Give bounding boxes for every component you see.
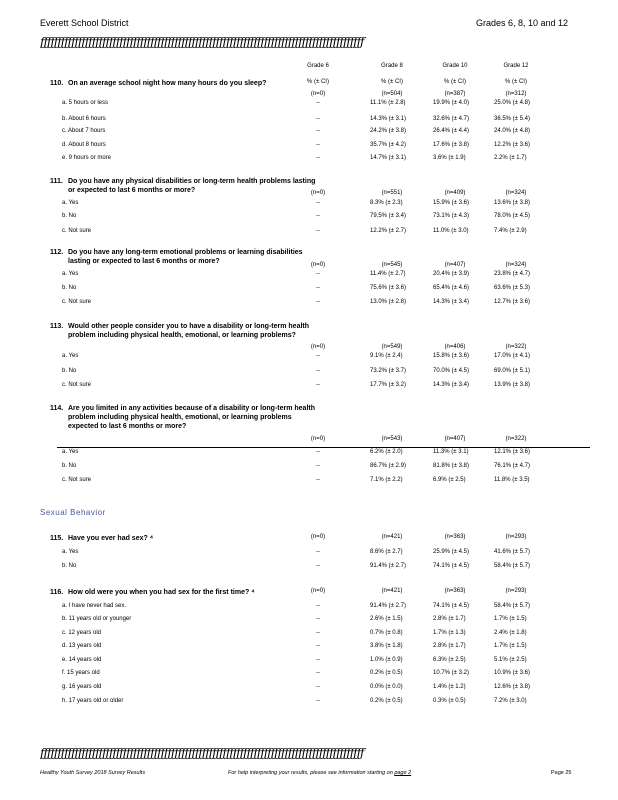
result-cell: -- [316,643,320,649]
result-cell: 58.4% (± 5.7) [494,603,530,609]
column-header: Grade 8 [381,63,403,69]
answer-option: g. 16 years old [62,684,102,690]
answer-option: f. 15 years old [62,670,100,676]
footer-page-link[interactable]: page 2 [394,770,412,776]
answer-option: d. 13 years old [62,643,102,649]
result-cell: 65.4% (± 4.6) [433,285,469,291]
result-cell: -- [316,449,320,455]
answer-option: b. No [62,285,77,291]
result-cell: -- [316,142,320,148]
sample-size: (n=324) [505,190,527,196]
result-cell: 19.9% (± 4.0) [433,100,469,106]
result-cell: -- [316,155,320,161]
result-cell: 5.1% (± 2.5) [494,657,527,663]
sample-size: (n=504) [381,91,403,97]
answer-option: c. Not sure [62,299,92,305]
sample-size: (n=0) [310,91,326,97]
result-cell: 41.6% (± 5.7) [494,549,530,555]
result-cell: 13.9% (± 3.8) [494,382,530,388]
result-cell: 11.0% (± 3.0) [433,228,469,234]
result-cell: -- [316,368,320,374]
result-cell: 73.1% (± 4.3) [433,213,469,219]
result-cell: 23.8% (± 4.7) [494,271,530,277]
result-cell: 15.8% (± 3.6) [433,353,469,359]
result-cell: 69.0% (± 5.1) [494,368,530,374]
question-text: Do you have any long-term emotional problems or learning disabilities lasting or expected to last 6 months or more? [68,249,303,265]
answer-option: c. Not sure [62,228,92,234]
sample-size: (n=324) [505,262,527,268]
header-rule: ƒƒƒƒƒƒƒƒƒƒƒƒƒƒƒƒƒƒƒƒƒƒƒƒƒƒƒƒƒƒƒƒƒƒƒƒƒƒƒƒƒƒƒƒƒƒƒƒƒƒƒƒƒƒƒƒƒƒƒƒƒƒƒƒƒƒƒƒƒƒƒƒƒƒƒƒƒƒƒƒƒƒƒƒƒƒƒƒƒƒƒƒƒƒ [40,35,364,49]
answer-option: e. 14 years old [62,657,102,663]
result-cell: 2.8% (± 1.7) [433,643,466,649]
result-cell: -- [316,353,320,359]
footer-rule: ƒƒƒƒƒƒƒƒƒƒƒƒƒƒƒƒƒƒƒƒƒƒƒƒƒƒƒƒƒƒƒƒƒƒƒƒƒƒƒƒƒƒƒƒƒƒƒƒƒƒƒƒƒƒƒƒƒƒƒƒƒƒƒƒƒƒƒƒƒƒƒƒƒƒƒƒƒƒƒƒƒƒƒƒƒƒƒƒƒƒƒƒƒƒ [40,746,364,760]
sample-size: (n=545) [381,262,403,268]
result-cell: -- [316,271,320,277]
result-cell: 14.3% (± 3.4) [433,382,469,388]
answer-option: a. Yes [62,200,79,206]
question-text: Are you limited in any activities because of a disability or long-term health problem including physical health, emotional, or learning problems expected to last 6 months or more? [68,405,316,430]
answer-option: b. 11 years old or younger [62,616,132,622]
question-number: 112. [50,249,64,256]
sample-size: (n=406) [444,344,466,350]
result-cell: 7.2% (± 3.0) [494,698,527,704]
result-cell: -- [316,616,320,622]
result-cell: 17.0% (± 4.1) [494,353,530,359]
result-cell: 17.6% (± 3.8) [433,142,469,148]
result-cell: -- [316,563,320,569]
result-cell: 91.4% (± 2.7) [370,563,406,569]
result-cell: 76.1% (± 4.7) [494,463,530,469]
column-pct-label: % (± CI) [505,79,527,85]
result-cell: -- [316,670,320,676]
sample-size: (n=312) [505,91,527,97]
answer-option: d. About 8 hours [62,142,106,148]
result-cell: 14.3% (± 3.1) [370,116,406,122]
result-cell: -- [316,299,320,305]
column-header: Grade 10 [442,63,468,69]
sample-size: (n=421) [381,534,403,540]
result-cell: 9.1% (± 2.4) [370,353,403,359]
question-divider [57,447,590,448]
sample-size: (n=543) [381,436,403,442]
result-cell: 73.2% (± 3.7) [370,368,406,374]
result-cell: 11.4% (± 2.7) [370,271,406,277]
sample-size: (n=0) [310,588,326,594]
footer-page-number: Page 25 [551,770,572,776]
sample-size: (n=407) [444,436,466,442]
result-cell: 78.0% (± 4.5) [494,213,530,219]
column-header: Grade 6 [307,63,329,69]
result-cell: 26.4% (± 4.4) [433,128,469,134]
result-cell: 7.1% (± 2.2) [370,477,403,483]
result-cell: -- [316,228,320,234]
result-cell: -- [316,200,320,206]
result-cell: 2.4% (± 1.8) [494,630,527,636]
sample-size: (n=421) [381,588,403,594]
result-cell: 2.6% (± 1.5) [370,616,403,622]
result-cell: 12.6% (± 3.8) [494,684,530,690]
question-number: 114. [50,405,64,412]
sample-size: (n=363) [444,534,466,540]
answer-option: b. About 6 hours [62,116,106,122]
sample-size: (n=409) [444,190,466,196]
footer-help-label: For help interpreting your results, please see information starting on [228,770,393,776]
result-cell: -- [316,128,320,134]
result-cell: 6.2% (± 2.0) [370,449,403,455]
result-cell: 6.3% (± 2.5) [433,657,466,663]
result-cell: -- [316,684,320,690]
sample-size: (n=387) [444,91,466,97]
result-cell: -- [316,657,320,663]
question-text: On an average school night how many hours do you sleep? [68,80,267,87]
result-cell: 3.8% (± 1.8) [370,643,403,649]
result-cell: -- [316,477,320,483]
sample-size: (n=0) [310,344,326,350]
question-text: Do you have any physical disabilities or long-term health problems lasting or expected to last 6 months or more? [68,178,316,194]
result-cell: 10.9% (± 3.6) [494,670,530,676]
result-cell: 0.2% (± 0.5) [370,698,403,704]
answer-option: a. Yes [62,449,79,455]
column-header: Grade 12 [503,63,529,69]
answer-option: b. No [62,368,77,374]
result-cell: 7.4% (± 2.9) [494,228,527,234]
result-cell: 74.1% (± 4.5) [433,603,469,609]
answer-option: b. No [62,563,77,569]
answer-option: a. Yes [62,353,79,359]
result-cell: 63.6% (± 5.3) [494,285,530,291]
result-cell: 70.0% (± 4.5) [433,368,469,374]
result-cell: 11.8% (± 3.5) [494,477,530,483]
result-cell: 24.0% (± 4.8) [494,128,530,134]
result-cell: -- [316,213,320,219]
column-pct-label: % (± CI) [381,79,403,85]
result-cell: -- [316,549,320,555]
result-cell: -- [316,100,320,106]
answer-option: h. 17 years old or older [62,698,124,704]
district-name: Everett School District [40,18,129,28]
result-cell: 8.3% (± 2.3) [370,200,403,206]
result-cell: 35.7% (± 4.2) [370,142,406,148]
result-cell: 36.5% (± 5.4) [494,116,530,122]
result-cell: 12.2% (± 2.7) [370,228,406,234]
column-pct-label: % (± CI) [307,79,329,85]
answer-option: b. No [62,213,77,219]
result-cell: 12.2% (± 3.6) [494,142,530,148]
result-cell: 32.6% (± 4.7) [433,116,469,122]
result-cell: 8.6% (± 2.7) [370,549,403,555]
sample-size: (n=322) [505,344,527,350]
result-cell: 14.3% (± 3.4) [433,299,469,305]
result-cell: -- [316,116,320,122]
sample-size: (n=293) [505,588,527,594]
result-cell: 2.2% (± 1.7) [494,155,527,161]
result-cell: -- [316,463,320,469]
result-cell: 20.4% (± 3.9) [433,271,469,277]
result-cell: 1.0% (± 0.9) [370,657,403,663]
result-cell: 3.6% (± 1.9) [433,155,466,161]
result-cell: 79.5% (± 3.4) [370,213,406,219]
result-cell: 81.8% (± 3.8) [433,463,469,469]
sample-size: (n=322) [505,436,527,442]
result-cell: 12.1% (± 3.6) [494,449,530,455]
result-cell: 25.0% (± 4.8) [494,100,530,106]
result-cell: -- [316,382,320,388]
answer-option: a. 5 hours or less [62,100,109,106]
result-cell: 1.7% (± 1.5) [494,643,527,649]
result-cell: -- [316,698,320,704]
result-cell: 1.7% (± 1.3) [433,630,466,636]
result-cell: 86.7% (± 2.9) [370,463,406,469]
answer-option: c. Not sure [62,477,92,483]
result-cell: 13.0% (± 2.8) [370,299,406,305]
answer-option: c. About 7 hours [62,128,106,134]
question-number: 116. [50,589,64,596]
question-number: 115. [50,535,64,542]
result-cell: 25.9% (± 4.5) [433,549,469,555]
result-cell: 11.3% (± 3.1) [433,449,469,455]
footer-survey-title: Healthy Youth Survey 2018 Survey Results [40,770,146,776]
answer-option: b. No [62,463,77,469]
question-number: 110. [50,80,64,87]
answer-option: c. 12 years old [62,630,102,636]
result-cell: -- [316,603,320,609]
result-cell: 11.1% (± 2.8) [370,100,406,106]
result-cell: -- [316,285,320,291]
question-text: How old were you when you had sex for the first time? ⁴ [68,589,255,596]
result-cell: 75.6% (± 3.6) [370,285,406,291]
result-cell: -- [316,630,320,636]
sample-size: (n=293) [505,534,527,540]
result-cell: 13.6% (± 3.8) [494,200,530,206]
answer-option: a. Yes [62,271,79,277]
grades-label: Grades 6, 8, 10 and 12 [476,18,569,28]
sample-size: (n=549) [381,344,403,350]
result-cell: 14.7% (± 3.1) [370,155,406,161]
result-cell: 24.2% (± 3.8) [370,128,406,134]
result-cell: 10.7% (± 3.2) [433,670,469,676]
answer-option: c. Not sure [62,382,92,388]
question-number: 111. [50,178,63,185]
sample-size: (n=0) [310,190,326,196]
result-cell: 0.2% (± 0.5) [370,670,403,676]
result-cell: 15.9% (± 3.6) [433,200,469,206]
answer-option: a. I have never had sex. [62,603,127,609]
result-cell: 58.4% (± 5.7) [494,563,530,569]
question-number: 113. [50,323,64,330]
result-cell: 1.7% (± 1.5) [494,616,527,622]
sample-size: (n=363) [444,588,466,594]
sample-size: (n=0) [310,436,326,442]
result-cell: 17.7% (± 3.2) [370,382,406,388]
result-cell: 0.7% (± 0.8) [370,630,403,636]
column-pct-label: % (± CI) [444,79,466,85]
question-text: Would other people consider you to have a disability or long-term health problem including physical health, emotional, or learning problems? [68,323,310,339]
result-cell: 2.8% (± 1.7) [433,616,466,622]
sample-size: (n=0) [310,262,326,268]
result-cell: 12.7% (± 3.6) [494,299,530,305]
result-cell: 91.4% (± 2.7) [370,603,406,609]
result-cell: 6.9% (± 2.5) [433,477,466,483]
result-cell: 0.3% (± 0.5) [433,698,466,704]
result-cell: 74.1% (± 4.5) [433,563,469,569]
result-cell: 1.4% (± 1.2) [433,684,466,690]
result-cell: 0.0% (± 0.0) [370,684,403,690]
section-title: Sexual Behavior [40,508,106,517]
sample-size: (n=551) [381,190,403,196]
answer-option: e. 9 hours or more [62,155,112,161]
answer-option: a. Yes [62,549,79,555]
sample-size: (n=407) [444,262,466,268]
footer-help-text [228,770,411,776]
sample-size: (n=0) [310,534,326,540]
question-text: Have you ever had sex? ⁴ [68,535,154,542]
